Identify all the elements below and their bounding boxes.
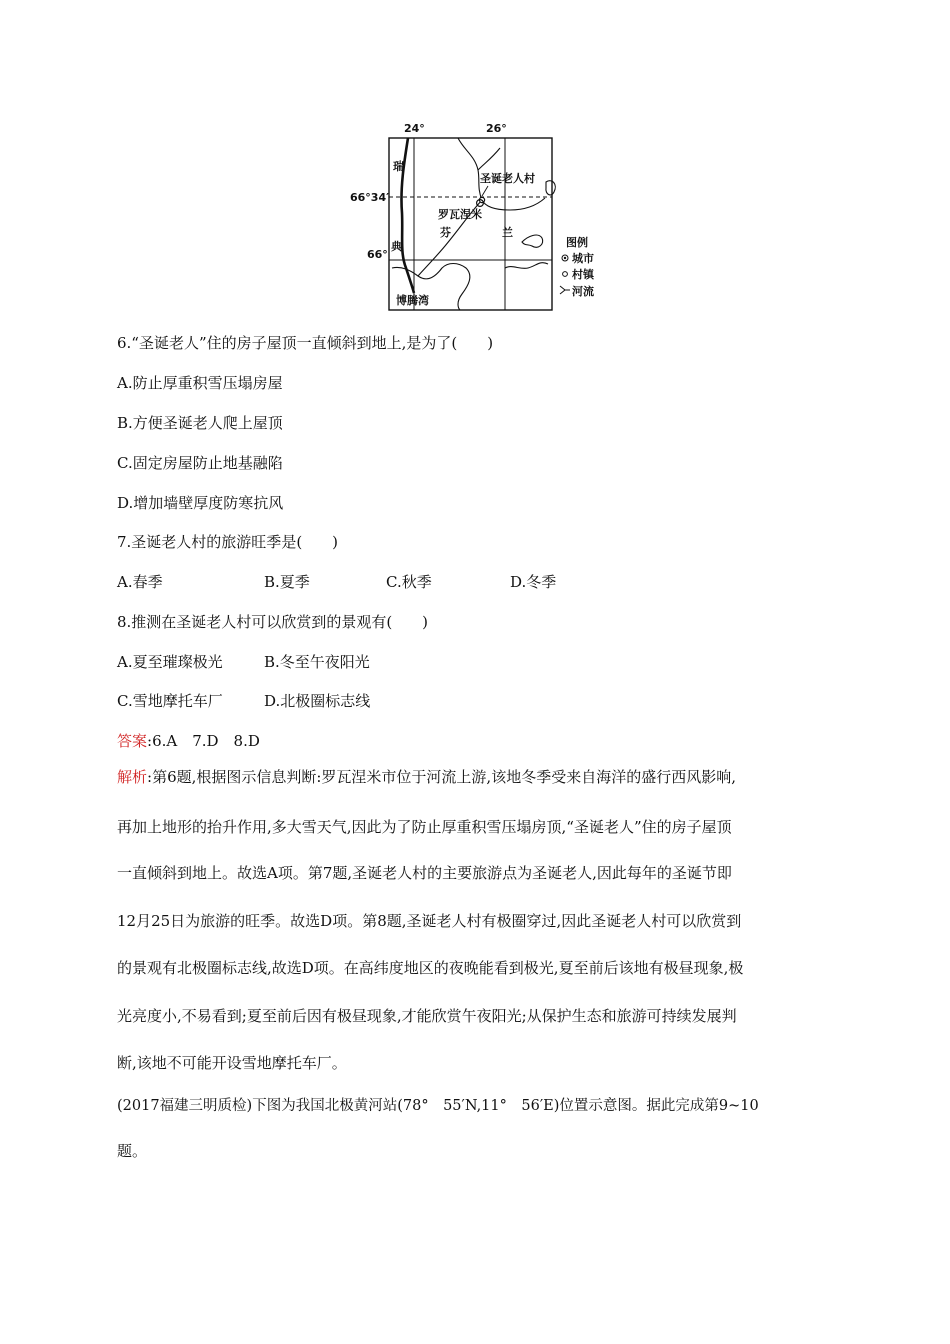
q8-option-a: A.夏至璀璨极光 [117, 653, 223, 671]
analysis-line-4: 12月25日为旅游的旺季。故选D项。第8题,圣诞老人村有极圈穿过,因此圣诞老人村可以欣赏到 [117, 912, 742, 930]
q6-option-b: B.方便圣诞老人爬上屋顶 [117, 414, 283, 432]
answer-label: 答案 [117, 732, 148, 750]
analysis-text-1: :第6题,根据图示信息判断:罗瓦涅米市位于河流上游,该地冬季受来自海洋的盛行西风影响, [147, 768, 736, 786]
analysis-label: 解析 [117, 768, 148, 786]
question-8-stem: 8.推测在圣诞老人村可以欣赏到的景观有( ) [117, 613, 429, 631]
analysis-line-1 [117, 770, 736, 785]
next-intro-line-1: (2017福建三明质检)下图为我国北极黄河站(78° 55′N,11° 56′E)位置示意图。据此完成第9~10 [117, 1098, 759, 1114]
map-frame [389, 138, 552, 310]
answer-line [117, 730, 260, 751]
gulf-label: 博腾湾 [396, 294, 429, 307]
q7-option-a: A.春季 [117, 573, 163, 591]
finland-label-2: 兰 [502, 226, 513, 239]
city-label: 罗瓦涅米 [438, 208, 482, 221]
question-7-stem: 7.圣诞老人村的旅游旺季是( ) [117, 533, 339, 551]
question-6-stem: 6.“圣诞老人”住的房子屋顶一直倾斜到地上,是为了( ) [117, 334, 494, 352]
location-map [340, 118, 610, 314]
legend-title: 图例 [566, 236, 588, 249]
next-intro-line-2: 题。 [117, 1142, 148, 1160]
q7-option-b: B.夏季 [264, 573, 310, 591]
analysis-line-2: 再加上地形的抬升作用,多大雪天气,因此为了防止厚重积雪压塌房顶,“圣诞老人”住的房子屋顶 [117, 818, 732, 836]
legend-town-icon [563, 272, 568, 277]
lon-24-label: 24° [404, 122, 425, 135]
q6-option-a: A.防止厚重积雪压塌房屋 [117, 374, 283, 392]
lon-26-label: 26° [486, 122, 507, 135]
lat-66-label: 66° [367, 248, 388, 261]
river [478, 148, 500, 170]
q7-option-d: D.冬季 [510, 573, 557, 591]
coastline [505, 263, 548, 269]
q8-option-d: D.北极圈标志线 [264, 692, 371, 710]
analysis-line-7: 断,该地不可能开设雪地摩托车厂。 [117, 1054, 347, 1072]
answer-text: :6.A 7.D 8.D [147, 732, 260, 750]
lake [546, 181, 555, 195]
lat-6634-label: 66°34′ [350, 191, 390, 204]
analysis-line-6: 光亮度小,不易看到;夏至前后因有极昼现象,才能欣赏午夜阳光;从保护生态和旅游可持续发展判 [117, 1007, 737, 1025]
lake [522, 235, 543, 247]
finland-label-1: 芬 [440, 226, 451, 239]
sweden-label-1: 瑞 [393, 160, 404, 173]
legend-river-label: 河流 [572, 285, 594, 298]
analysis-line-3: 一直倾斜到地上。故选A项。第7题,圣诞老人村的主要旅游点为圣诞老人,因此每年的圣诞节即 [117, 864, 732, 882]
analysis-line-5: 的景观有北极圈标志线,故选D项。在高纬度地区的夜晚能看到极光,夏至前后该地有极昼现象,极 [117, 959, 744, 977]
q8-option-b: B.冬至午夜阳光 [264, 653, 370, 671]
legend-town-label: 村镇 [572, 268, 594, 281]
q8-option-c: C.雪地摩托车厂 [117, 692, 223, 710]
legend-city-label: 城市 [572, 252, 594, 265]
village-label: 圣诞老人村 [480, 172, 535, 185]
sweden-label-2: 典 [391, 240, 402, 253]
q7-option-c: C.秋季 [386, 573, 432, 591]
legend-river-icon [560, 286, 570, 294]
q6-option-d: D.增加墙壁厚度防寒抗风 [117, 494, 284, 512]
q6-option-c: C.固定房屋防止地基融陷 [117, 454, 283, 472]
